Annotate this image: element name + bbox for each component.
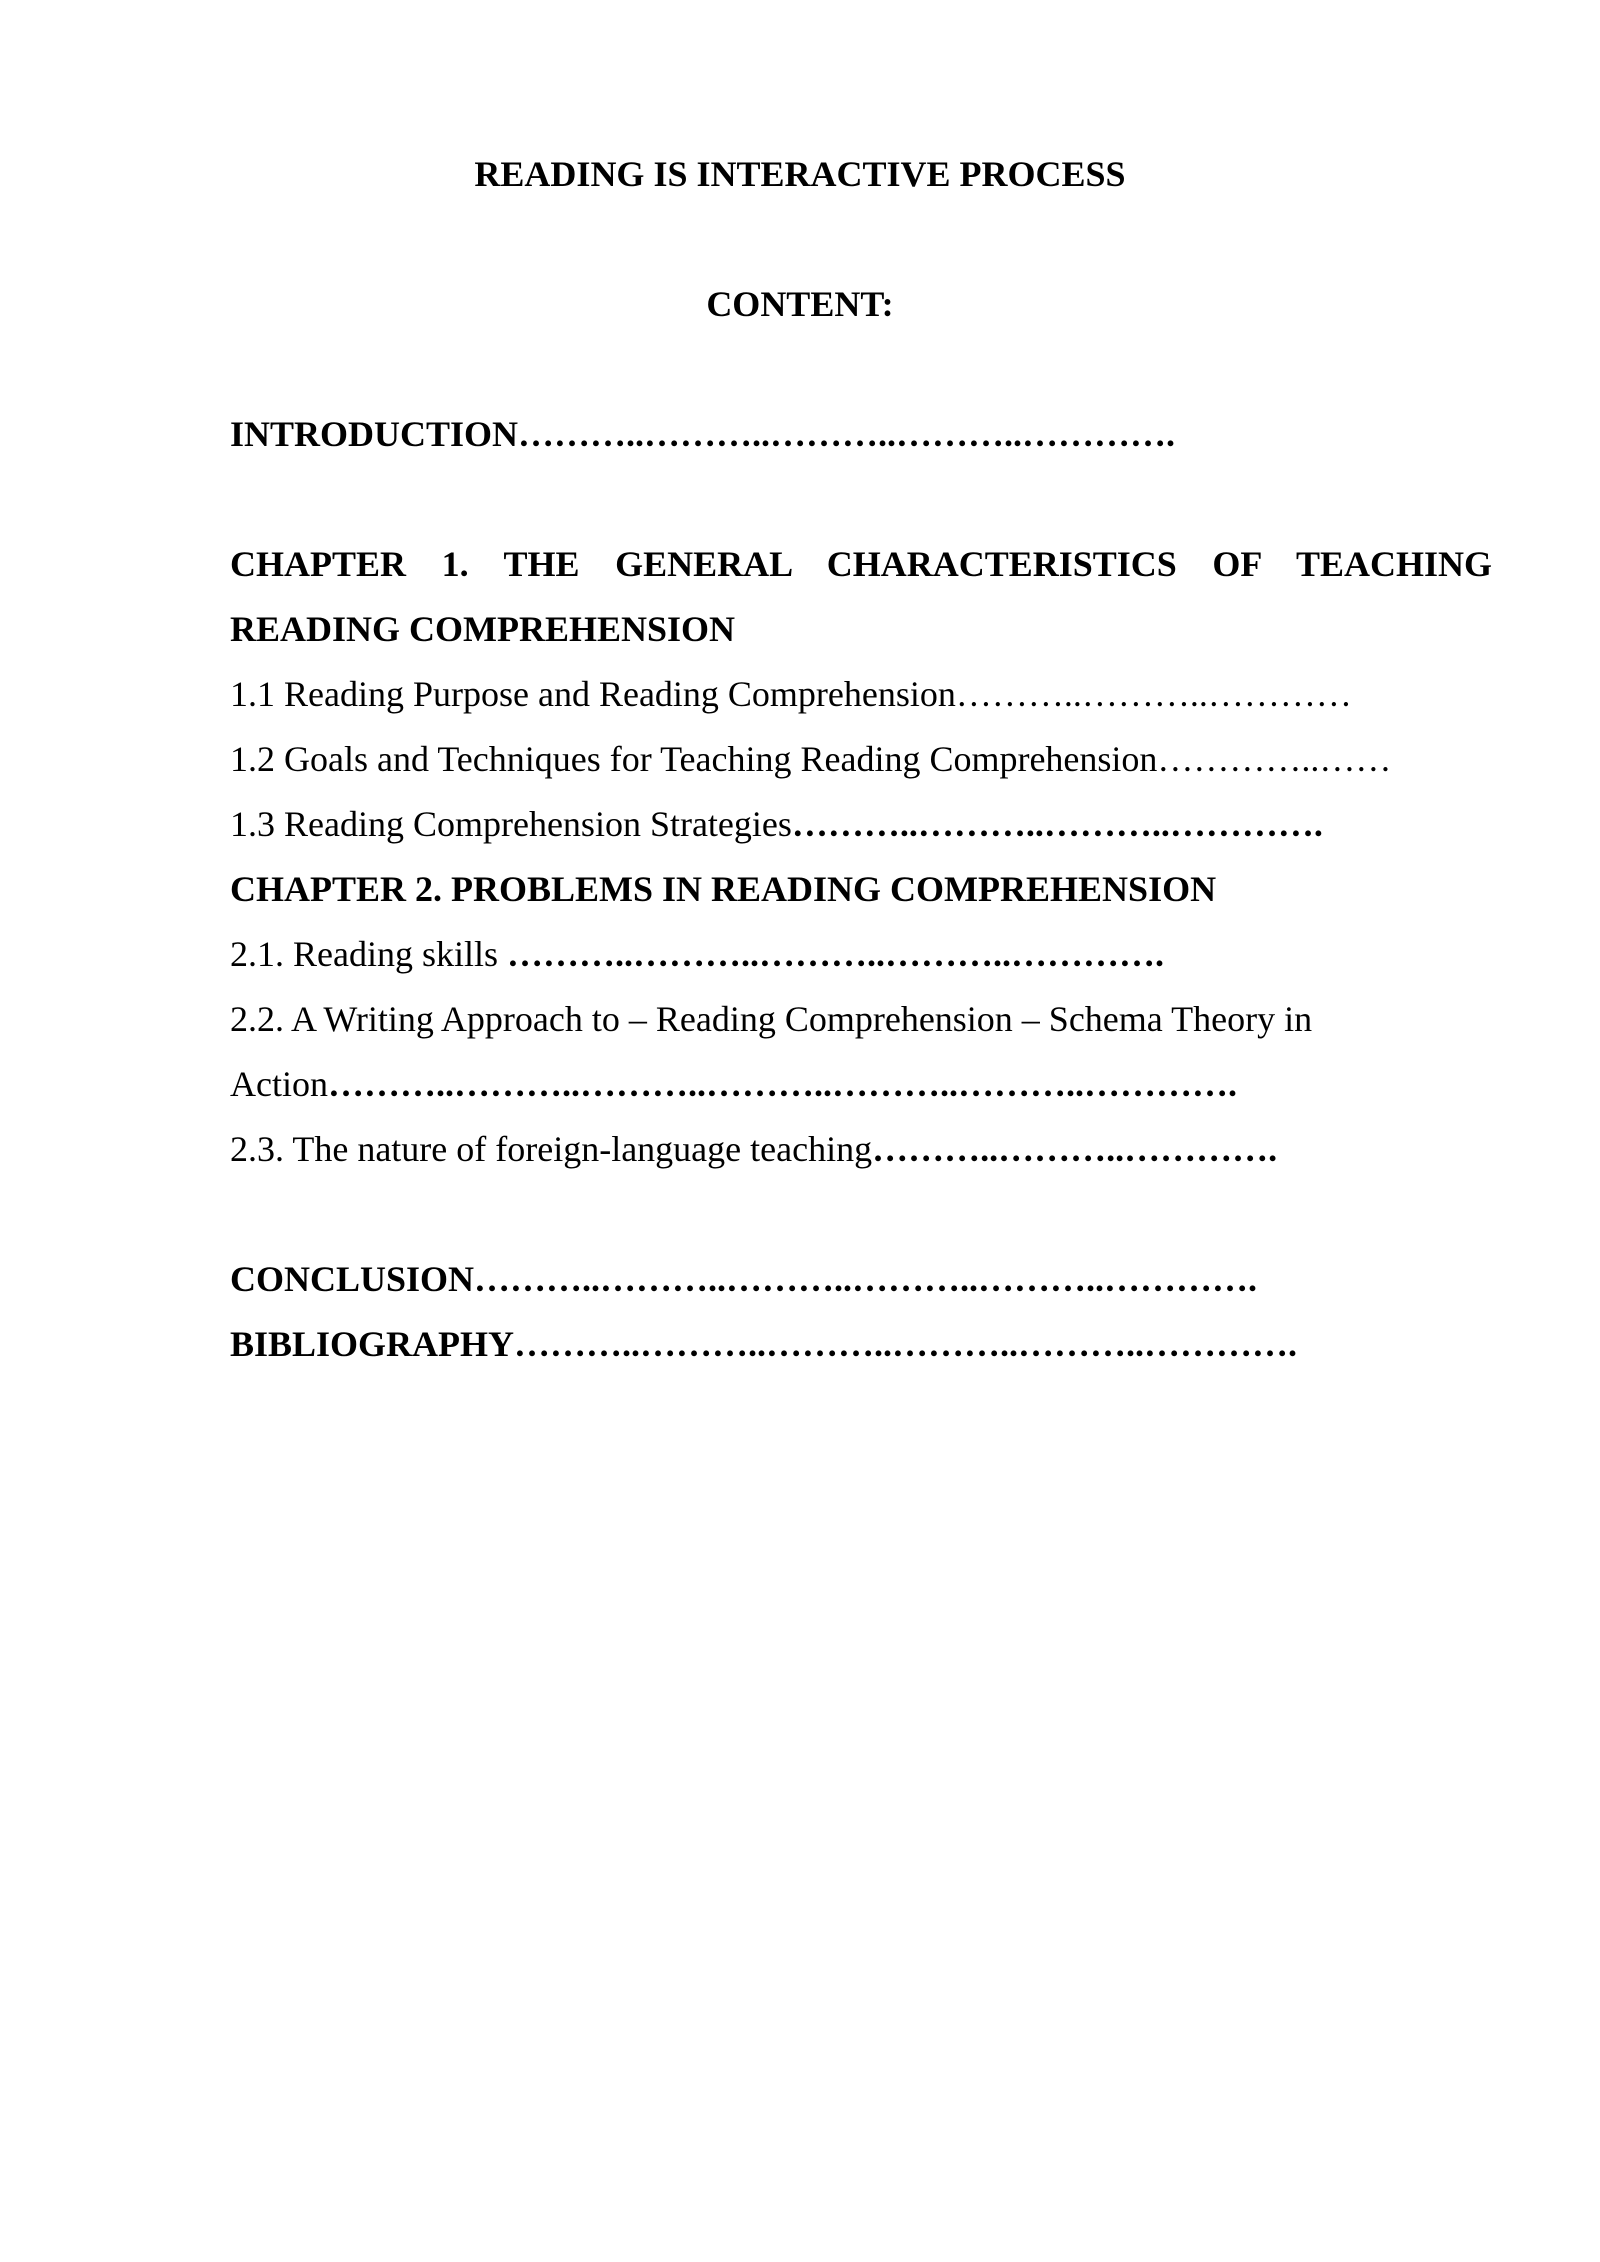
toc-entry-2-1 <box>230 932 1164 976</box>
toc-leader-dots: ………..………..………..…………. <box>791 804 1323 844</box>
toc-entry-label: 1.3 Reading Comprehension Strategies <box>230 804 792 844</box>
toc-entry-1-3 <box>230 802 1323 846</box>
toc-entry-2-2-line-1: 2.2. A Writing Approach to – Reading Comprehension – Schema Theory in <box>230 999 1313 1039</box>
toc-chapter-1-heading-line-1: CHAPTER 1. THE GENERAL CHARACTERISTICS OF TEACHING <box>230 544 1492 584</box>
toc-entry-introduction <box>230 412 1175 456</box>
toc-chapter-1-heading-line-2: READING COMPREHENSION <box>230 609 736 649</box>
toc-leader-dots: ………..………..………… <box>955 674 1352 714</box>
toc-leader-dots: ………..………..………..………..…………. <box>507 934 1164 974</box>
toc-leader-dots: …………..…… <box>1157 739 1392 779</box>
toc-entry-bibliography <box>230 1322 1297 1366</box>
toc-entry-conclusion <box>230 1257 1257 1301</box>
toc-entry-2-2-line-2 <box>230 1062 1237 1106</box>
toc-entry-label: 1.2 Goals and Techniques for Teaching Reading Comprehension <box>230 739 1158 779</box>
toc-entry-1-1 <box>230 672 1352 716</box>
document-title: READING IS INTERACTIVE PROCESS <box>474 154 1126 194</box>
toc-leader-dots: ………..………..………..………..………..…………. <box>474 1259 1258 1299</box>
toc-chapter-2-heading: CHAPTER 2. PROBLEMS IN READING COMPREHENSION <box>230 869 1217 909</box>
content-heading: CONTENT: <box>706 284 894 324</box>
toc-entry-label: 2.1. Reading skills <box>230 934 507 974</box>
toc-entry-label: CONCLUSION <box>230 1259 475 1299</box>
toc-entry-label: Action <box>230 1064 328 1104</box>
toc-entry-label: INTRODUCTION <box>230 414 519 454</box>
toc-entry-2-3 <box>230 1127 1277 1171</box>
toc-leader-dots: ………..………..………..………..…………. <box>518 414 1176 454</box>
toc-leader-dots: ………..………..…………. <box>872 1129 1278 1169</box>
toc-entry-1-2 <box>230 737 1391 781</box>
toc-leader-dots: ………..………..………..………..………..………..…………. <box>327 1064 1237 1104</box>
toc-entry-label: BIBLIOGRAPHY <box>230 1324 515 1364</box>
toc-leader-dots: ………..………..………..………..………..…………. <box>514 1324 1298 1364</box>
toc-entry-label: 1.1 Reading Purpose and Reading Comprehension <box>230 674 956 714</box>
toc-entry-label: 2.3. The nature of foreign-language teaching <box>230 1129 873 1169</box>
